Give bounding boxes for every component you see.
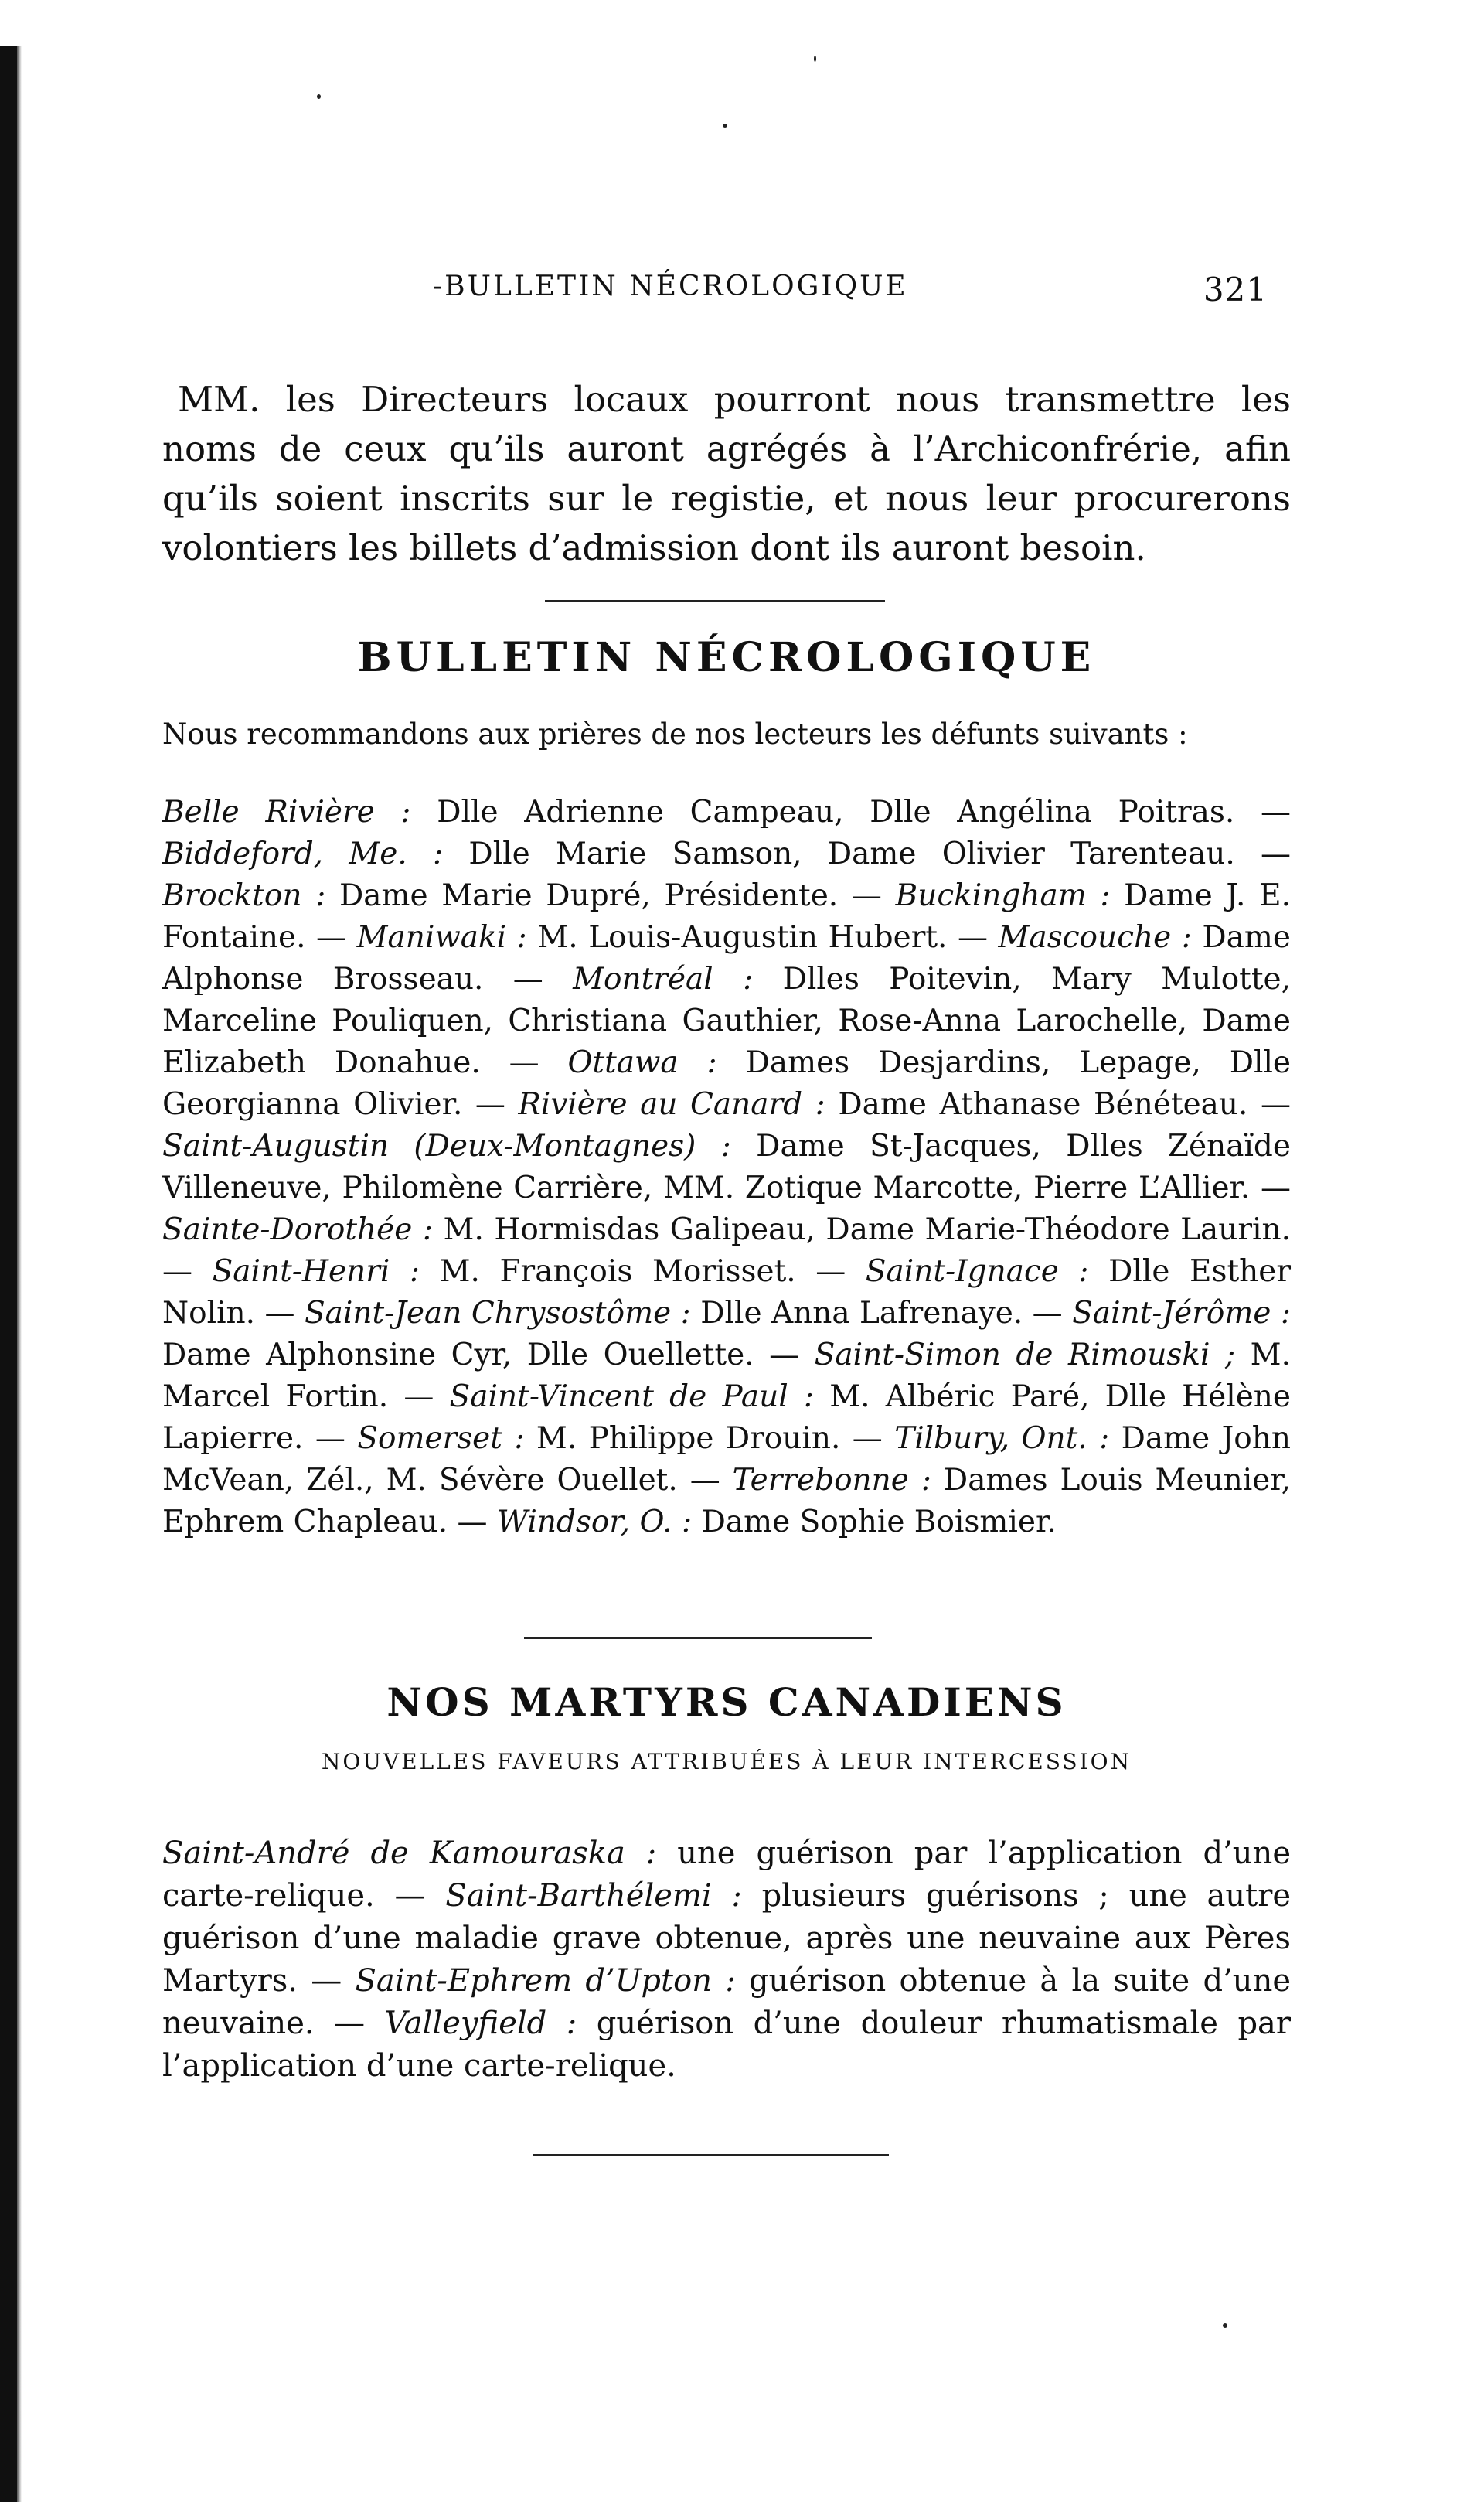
necrology-lead: Nous recommandons aux prières de nos lecteurs les défunts suivants : bbox=[162, 718, 1188, 751]
entry-text: M. Philippe Drouin. — bbox=[524, 1421, 895, 1456]
place-name: Belle Rivière : bbox=[162, 795, 411, 830]
running-head bbox=[433, 271, 1268, 309]
place-name: Saint-Jean Chrysostôme : bbox=[304, 1296, 691, 1331]
place-name: Tilbury, Ont. : bbox=[894, 1421, 1110, 1456]
place-name: Rivière au Canard : bbox=[518, 1087, 825, 1122]
place-name: Sainte-Dorothée : bbox=[162, 1212, 433, 1247]
entry-text: plusieurs guérisons ; une autre guérison d’une maladie grave obtenue, après une neuvaine aux Pères Martyrs. — bbox=[162, 1878, 1291, 1999]
entry-text: guérison d’une douleur rhumatismale par l’application d’une carte-relique. bbox=[162, 2006, 1292, 2084]
entry-text: Dame J. E. Fontaine. — bbox=[162, 878, 1291, 955]
entry-text: Dlle Adrienne Campeau, Dlle Angélina Poitras. — bbox=[410, 795, 1291, 830]
ink-speck bbox=[814, 56, 816, 62]
place-name: Windsor, O. : bbox=[496, 1505, 693, 1539]
binding-edge bbox=[0, 46, 17, 2502]
section-divider bbox=[524, 1637, 872, 1639]
running-title: -BULLETIN NÉCROLOGIQUE bbox=[433, 271, 908, 302]
entry-text: Dlle Esther Nolin. — bbox=[162, 1254, 1292, 1331]
place-name: Brockton : bbox=[162, 878, 326, 913]
place-name: Saint-Ephrem d’Upton : bbox=[355, 1963, 736, 1999]
place-name: Mascouche : bbox=[998, 920, 1192, 955]
entry-text: M. Louis-Augustin Hubert. — bbox=[526, 920, 999, 955]
entry-text: Dame Marie Dupré, Présidente. — bbox=[325, 878, 896, 913]
ink-speck bbox=[1223, 2323, 1227, 2328]
necrology-title: BULLETIN NÉCROLOGIQUE bbox=[357, 634, 1096, 681]
entry-text: Dame John McVean, Zél., M. Sévère Ouellet. — bbox=[162, 1421, 1292, 1498]
martyrs-subtitle: NOUVELLES FAVEURS ATTRIBUÉES À LEUR INTERCESSION bbox=[321, 1749, 1132, 1774]
entry-text: M. François Morisset. — bbox=[420, 1254, 866, 1289]
place-name: Maniwaki : bbox=[356, 920, 527, 955]
entry-text: Dames Desjardins, Lepage, Dlle Georgianna Olivier. — bbox=[162, 1045, 1292, 1122]
entry-text: Dlles Poitevin, Mary Mulotte, Marceline Pouliquen, Christiana Gauthier, Rose-Anna Larochelle, Dame Elizabeth Donahue. — bbox=[162, 962, 1292, 1080]
entry-text: M. Hormisdas Galipeau, Dame Marie-Théodore Laurin. — bbox=[162, 1212, 1291, 1289]
page-number: 321 bbox=[1203, 271, 1268, 308]
intro-paragraph: MM. les Directeurs locaux pourront nous transmettre les noms de ceux qu’ils auront agrégés à l’Archiconfrérie, afin qu’ils soient inscrits sur le registie, et nous leur procurerons volontiers les billets d’admission dont ils auront besoin. bbox=[162, 379, 1291, 568]
place-name: Saint-André de Kamouraska : bbox=[162, 1836, 657, 1871]
place-name: Saint-Jérôme : bbox=[1072, 1296, 1291, 1331]
martyrs-title: NOS MARTYRS CANADIENS bbox=[386, 1679, 1067, 1725]
entry-text: M. Marcel Fortin. — bbox=[162, 1338, 1291, 1414]
ink-speck bbox=[723, 124, 727, 128]
place-name: Saint-Vincent de Paul : bbox=[449, 1379, 815, 1414]
entry-text: Dlle Anna Lafrenaye. — bbox=[690, 1296, 1073, 1331]
entry-text: Dame Alphonsine Cyr, Dlle Ouellette. — bbox=[162, 1338, 815, 1372]
section-divider bbox=[545, 600, 885, 602]
entry-text: Dlle Marie Samson, Dame Olivier Tarenteau. — bbox=[443, 837, 1291, 871]
entry-text: Dame Alphonse Brosseau. — bbox=[162, 920, 1291, 997]
place-name: Saint-Augustin (Deux-Montagnes) : bbox=[162, 1129, 731, 1164]
place-name: Terrebonne : bbox=[732, 1463, 931, 1498]
place-name: Biddeford, Me. : bbox=[162, 837, 444, 871]
martyrs-list bbox=[162, 1832, 1291, 2088]
place-name: Ottawa : bbox=[567, 1045, 717, 1080]
entry-text: Dames Louis Meunier, Ephrem Chapleau. — bbox=[162, 1463, 1291, 1539]
place-name: Saint-Simon de Rimouski ; bbox=[814, 1338, 1236, 1372]
place-name: Saint-Barthélemi : bbox=[445, 1878, 742, 1914]
place-name: Saint-Ignace : bbox=[865, 1254, 1089, 1289]
entry-text: Dame Sophie Boismier. bbox=[692, 1505, 1057, 1539]
place-name: Montréal : bbox=[573, 962, 754, 997]
entry-text: Dame Athanase Bénéteau. — bbox=[825, 1087, 1291, 1122]
place-name: Saint-Henri : bbox=[212, 1254, 420, 1289]
place-name: Buckingham : bbox=[895, 878, 1111, 913]
necrology-list bbox=[162, 792, 1291, 1543]
place-name: Valleyfield : bbox=[384, 2006, 577, 2041]
entry-text: Dame St-Jacques, Dlles Zénaïde Villeneuve, Philomène Carrière, MM. Zotique Marcotte, Pierre L’Allier. — bbox=[162, 1129, 1291, 1205]
entry-text: guérison obtenue à la suite d’une neuvaine. — bbox=[162, 1963, 1292, 2041]
place-name: Somerset : bbox=[357, 1421, 525, 1456]
entry-text: M. Albéric Paré, Dlle Hélène Lapierre. — bbox=[162, 1379, 1292, 1456]
entry-text: une guérison par l’application d’une carte-relique. — bbox=[162, 1836, 1291, 1914]
ink-speck bbox=[317, 94, 321, 99]
section-divider bbox=[533, 2154, 889, 2156]
